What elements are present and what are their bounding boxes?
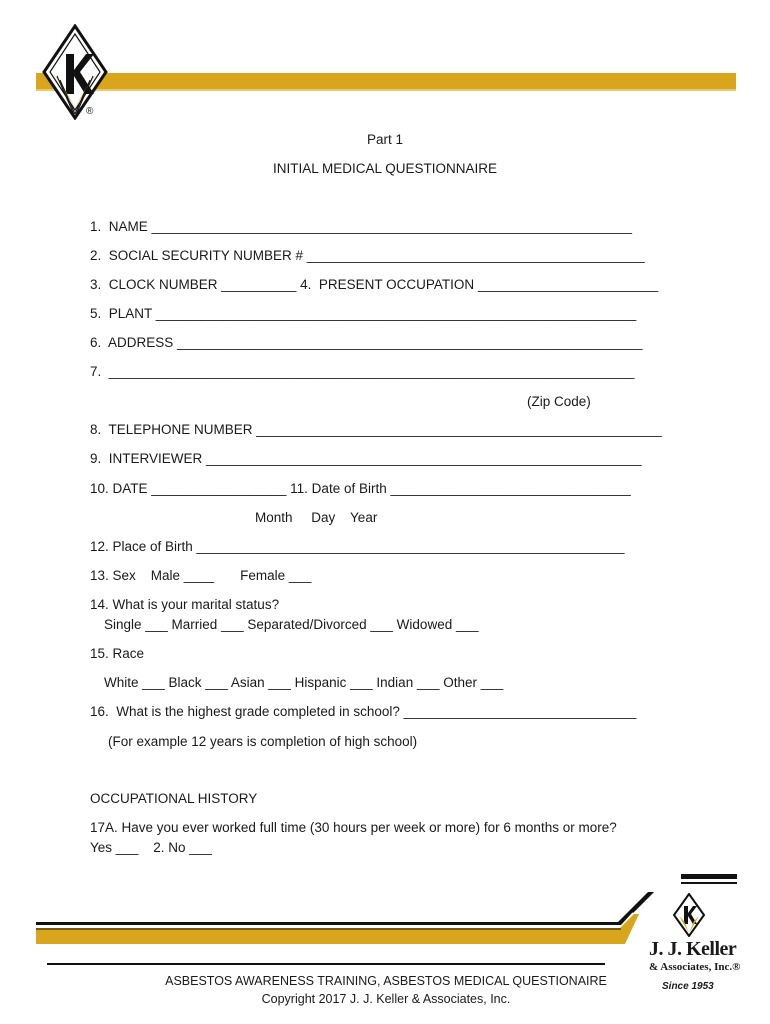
keller-small-logo-icon	[672, 893, 706, 937]
field-name[interactable]: 1. NAME ________________________________________________________________	[90, 219, 633, 234]
highest-grade-hint: (For example 12 years is completion of high school)	[108, 734, 418, 749]
field-interviewer[interactable]: 9. INTERVIEWER __________________________________________________________	[90, 451, 642, 466]
field-clock-occupation[interactable]: 3. CLOCK NUMBER __________ 4. PRESENT OCCUPATION ________________________	[90, 277, 659, 292]
footer-mark-thick	[681, 874, 737, 879]
brand-subtitle: & Associates, Inc.®	[649, 961, 741, 973]
field-telephone[interactable]: 8. TELEPHONE NUMBER ______________________________________________________	[90, 422, 662, 437]
footer-copyright: Copyright 2017 J. J. Keller & Associates, Inc.	[261, 992, 511, 1006]
field-address[interactable]: 6. ADDRESS ______________________________________________________________	[90, 335, 643, 350]
footer-band-graphic	[36, 892, 656, 950]
race-options[interactable]: White ___ Black ___ Asian ___ Hispanic ___ Indian ___ Other ___	[104, 675, 504, 690]
question-17a: 17A. Have you ever worked full time (30 hours per week or more) for 6 months or more?	[90, 820, 617, 835]
marital-status-options[interactable]: Single ___ Married ___ Separated/Divorced ___ Widowed ___	[104, 617, 479, 632]
header-band	[36, 73, 736, 89]
field-address-line2[interactable]: 7. ______________________________________________________________________	[90, 364, 635, 379]
zip-code-hint: (Zip Code)	[527, 394, 591, 409]
question-highest-grade[interactable]: 16. What is the highest grade completed in school? _______________________________	[90, 704, 637, 719]
field-date-dob[interactable]: 10. DATE __________________ 11. Date of Birth ________________________________	[90, 481, 631, 496]
dob-format-hint: Month Day Year	[255, 510, 378, 525]
brand-name: J. J. Keller	[649, 938, 737, 960]
keller-logo-icon	[40, 24, 120, 120]
occupational-history-heading: OCCUPATIONAL HISTORY	[90, 791, 258, 806]
question-marital-status: 14. What is your marital status?	[90, 597, 280, 612]
form-title: INITIAL MEDICAL QUESTIONNAIRE	[272, 161, 498, 176]
field-plant[interactable]: 5. PLANT ________________________________________________________________	[90, 306, 637, 321]
brand-since: Since 1953	[662, 981, 714, 992]
header-band-shadow	[36, 89, 736, 91]
field-sex[interactable]: 13. Sex Male ____ Female ___	[90, 568, 312, 583]
question-17a-answers[interactable]: Yes ___ 2. No ___	[90, 840, 212, 855]
question-race: 15. Race	[90, 646, 145, 661]
field-ssn[interactable]: 2. SOCIAL SECURITY NUMBER # _____________________________________________	[90, 248, 645, 263]
registered-mark: ®	[86, 106, 94, 117]
footer-title: ASBESTOS AWARENESS TRAINING, ASBESTOS MEDICAL QUESTIONAIRE	[165, 974, 607, 988]
field-place-of-birth[interactable]: 12. Place of Birth _________________________________________________________	[90, 539, 625, 554]
footer-rule	[47, 963, 605, 965]
part-label: Part 1	[366, 132, 404, 147]
footer-mark-thin	[681, 882, 737, 884]
